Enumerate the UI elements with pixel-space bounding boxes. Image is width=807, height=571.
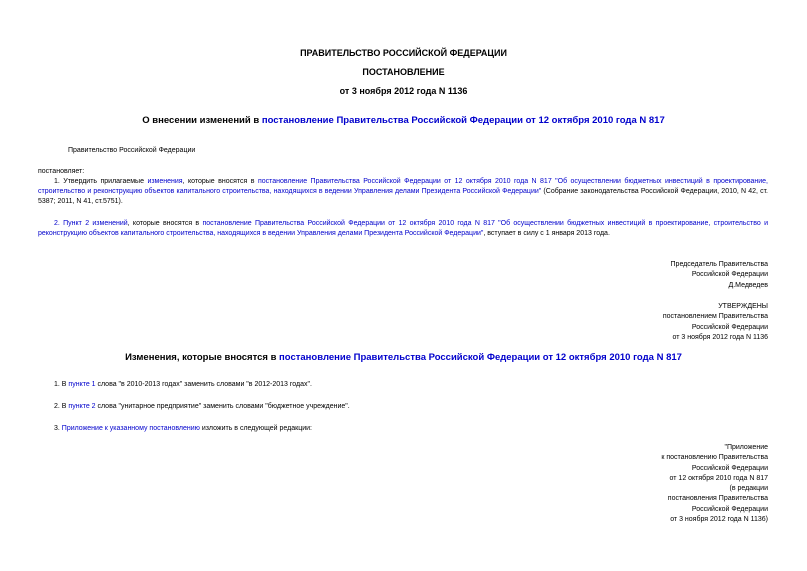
appendix-link[interactable]: Приложение к указанному постановлению — [61, 425, 200, 432]
change-2: 2. В пункте 2 слова "унитарное предприятие" заменить словами "бюджетное учреждение". — [54, 403, 350, 410]
decrees-text: постановляет: — [38, 168, 85, 175]
changes-title-link[interactable]: постановление Правительства Российской Федерации от 12 октября 2010 года N 817 — [279, 352, 682, 363]
p2-item-link[interactable]: 2. Пункт 2 изменений — [54, 220, 128, 227]
appendix-block: "Приложение к постановлению Правительства Российской Федерации от 12 октября 2010 года N 817 (в редакции постановления Правительства Российской Федерации от 3 ноября 2012 года N 1136) — [661, 444, 768, 524]
changes-title: Изменения, которые вносятся в постановление Правительства Российской Федерации от 12 октября 2010 года N 817 — [125, 352, 682, 363]
signature-block: Председатель Правительства Российской Федерации Д.Медведев — [670, 261, 768, 289]
point-1-link[interactable]: пункте 1 — [68, 381, 96, 388]
p1-changes-link[interactable]: изменения — [147, 178, 183, 185]
p1-decree-link[interactable]: постановление Правительства Российской Федерации от 12 октября 2010 года N 817 "Об осуществлении бюджетных инвестиций в проектирование, строительство и реконструкцию объектов капитального строительства, находящихся в ведении Управления делами Президента Российской Федерации" — [38, 178, 768, 195]
approved-block: УТВЕРЖДЕНЫ постановлением Правительства Российской Федерации от 3 ноября 2012 года N 1136 — [662, 303, 768, 341]
issuer-text: Правительство Российской Федерации — [68, 147, 196, 154]
document-title — [0, 115, 807, 126]
p2-decree-link[interactable]: постановление Правительства Российской Федерации от 12 октября 2010 года N 817 "Об осуществлении бюджетных инвестиций в проектирование, строительство и реконструкцию объектов капитального строительства, находящихся в ведении Управления делами Президента Российской Федерации" — [38, 220, 768, 237]
title-link[interactable]: постановление Правительства Российской Федерации от 12 октября 2010 года N 817 — [261, 115, 665, 126]
paragraph-2: 2. Пункт 2 изменений, которые вносятся в постановление Правительства Российской Федерации от 12 октября 2010 года N 817 "Об осуществлении бюджетных инвестиций в проектирование, строительство и реконструкцию объектов капитального строительства, находящихся в ведении Управления делами Президента Российской Федерации", вступает в силу с 1 января 2013 года. — [38, 220, 768, 237]
government-header: ПРАВИТЕЛЬСТВО РОССИЙСКОЙ ФЕДЕРАЦИИ — [300, 48, 507, 58]
document-date-number: от 3 ноября 2012 года N 1136 — [339, 86, 468, 96]
point-2-link[interactable]: пункте 2 — [68, 403, 96, 410]
title-prefix: О внесении изменений в — [142, 115, 262, 126]
paragraph-1: 1. Утвердить прилагаемые изменения, которые вносятся в постановление Правительства Российской Федерации от 12 октября 2010 года N 817 "Об осуществлении бюджетных инвестиций в проектирование, строительство и реконструкцию объектов капитального строительства, находящихся в ведении Управления делами Президента Российской Федерации" (Собрание законодательства Российской Федерации, 2010, N 42, ст. 5387; 2011, N 41, ст.5751). — [38, 178, 768, 205]
document-type: ПОСТАНОВЛЕНИЕ — [362, 67, 445, 77]
change-3: 3. Приложение к указанному постановлению изложить в следующей редакции: — [54, 425, 312, 432]
change-1: 1. В пункте 1 слова "в 2010-2013 годах" заменить словами "в 2012-2013 годах". — [54, 381, 312, 388]
